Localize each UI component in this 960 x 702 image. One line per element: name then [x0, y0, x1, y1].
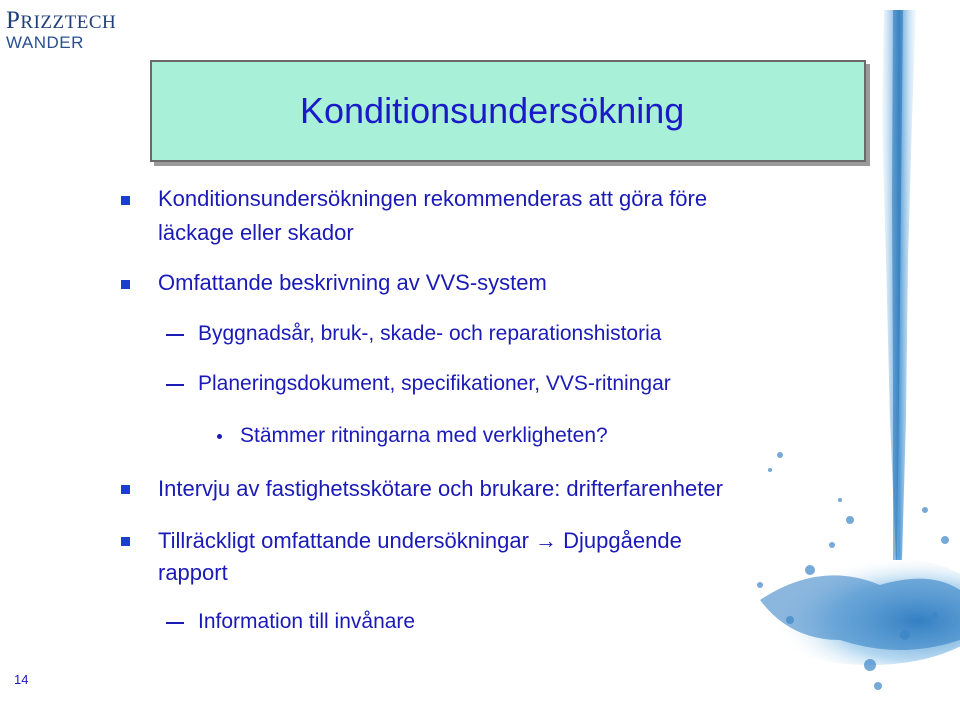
logo-letter-p: P: [6, 7, 21, 34]
dash-bullet-icon: [166, 384, 184, 386]
dash-bullet-icon: [166, 622, 184, 624]
dot-bullet-icon: [217, 434, 222, 439]
logo-text-rizz: RIZZ: [20, 12, 65, 33]
sub-bullet-text: Information till invånare: [198, 610, 416, 633]
company-logo: [6, 8, 116, 51]
bullet-square-icon: [121, 485, 130, 494]
bullet-text: Intervju av fastighetsskötare och brukare: drifterfarenheter: [158, 476, 723, 501]
sub-bullet-text: Byggnadsår, bruk-, skade- och reparationshistoria: [198, 322, 662, 345]
title-box: [150, 60, 866, 162]
bullet-text: Konditionsundersökningen rekommenderas att göra före: [158, 186, 708, 211]
bullet-text: Omfattande beskrivning av VVS-system: [158, 270, 547, 295]
logo-text-tech: TECH: [64, 12, 117, 33]
sub-bullet-text: Planeringsdokument, specifikationer, VVS-ritningar: [198, 372, 671, 395]
logo-subtitle: WANDER: [6, 33, 84, 52]
bullet-text-continuation: läckage eller skador: [158, 220, 354, 245]
logo-wordmark: [6, 8, 116, 33]
slide-title: Konditionsundersökning: [300, 90, 685, 131]
bullet-text-continuation: rapport: [158, 560, 228, 585]
page-number: 14: [14, 672, 29, 687]
bullet-square-icon: [121, 196, 130, 205]
bullet-text: Tillräckligt omfattande undersökningar → Djupgående: [158, 528, 682, 553]
bullet-square-icon: [121, 280, 130, 289]
sub-sub-bullet-text: Stämmer ritningarna med verkligheten?: [240, 424, 608, 447]
bullet-square-icon: [121, 537, 130, 546]
dash-bullet-icon: [166, 334, 184, 336]
